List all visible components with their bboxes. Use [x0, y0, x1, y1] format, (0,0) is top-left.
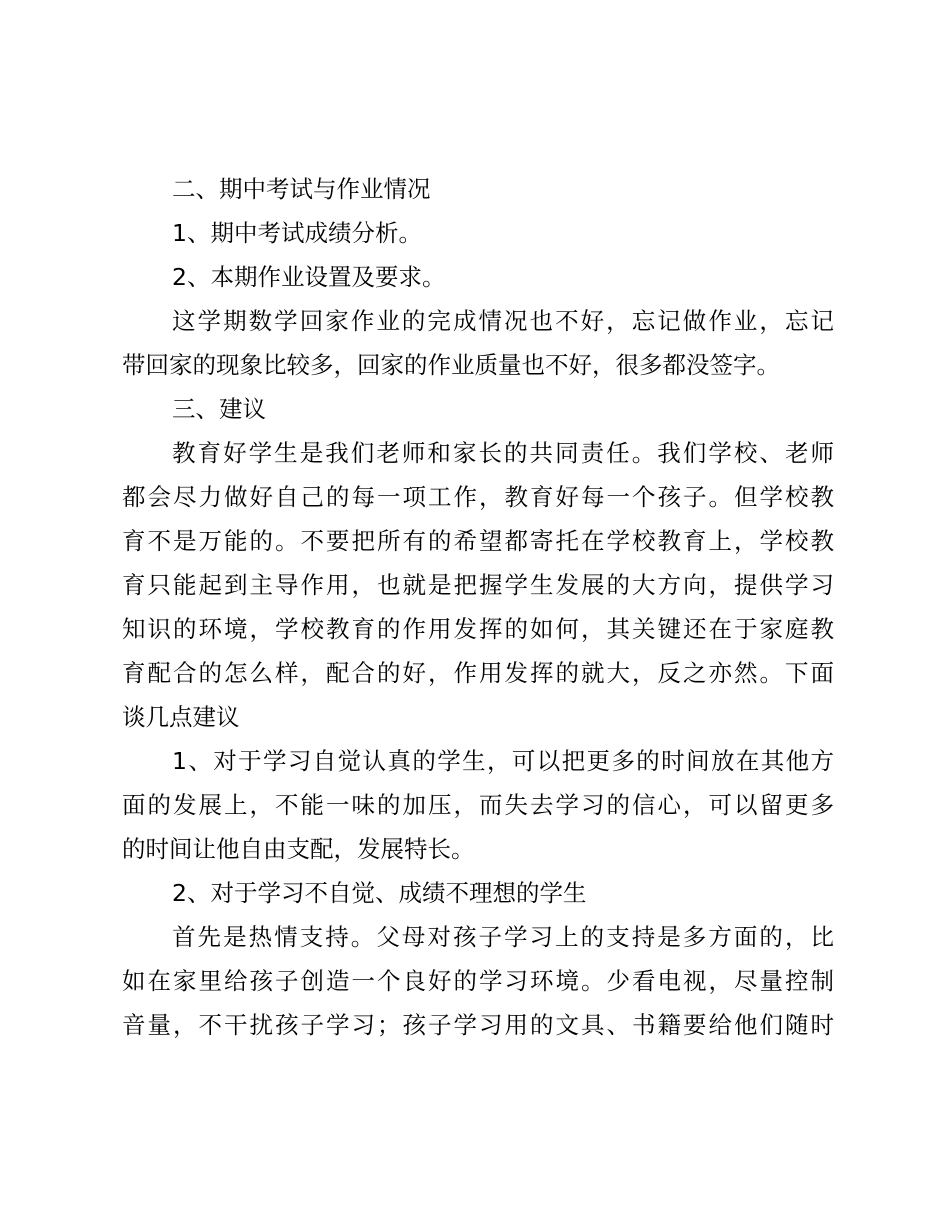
section-heading-midterm: 二、期中考试与作业情况 [172, 175, 431, 203]
section-heading-suggestions: 三、建议 [172, 395, 266, 423]
paragraph-line: 育只能起到主导作用，也就是把握学生发展的大方向，提供学习 [122, 571, 834, 599]
paragraph-line: 音量，不干扰孩子学习；孩子学习用的文具、书籍要给他们随时 [122, 1011, 834, 1039]
list-item-exam-analysis: 1、期中考试成绩分析。 [172, 219, 422, 247]
paragraph-line: 都会尽力做好自己的每一项工作，教育好每一个孩子。但学校教 [122, 483, 834, 511]
paragraph-line: 面的发展上，不能一味的加压，而失去学习的信心，可以留更多 [122, 791, 834, 819]
paragraph-line: 知识的环境，学校教育的作用发挥的如何，其关键还在于家庭教 [122, 615, 834, 643]
paragraph-line: 首先是热情支持。父母对孩子学习上的支持是多方面的，比 [172, 923, 834, 951]
list-item-homework-setup: 2、本期作业设置及要求。 [172, 263, 446, 291]
paragraph-line: 教育好学生是我们老师和家长的共同责任。我们学校、老师 [172, 439, 834, 467]
paragraph-line: 如在家里给孩子创造一个良好的学习环境。少看电视，尽量控制 [122, 967, 834, 995]
paragraph-line: 育配合的怎么样，配合的好，作用发挥的就大，反之亦然。下面 [122, 659, 834, 687]
paragraph-line: 这学期数学回家作业的完成情况也不好，忘记做作业，忘记 [172, 307, 834, 335]
paragraph-line: 谈几点建议 [122, 703, 240, 731]
list-item-self-motivated: 1、对于学习自觉认真的学生，可以把更多的时间放在其他方 [172, 747, 834, 775]
paragraph-line: 带回家的现象比较多，回家的作业质量也不好，很多都没签字。 [122, 351, 780, 379]
paragraph-line: 的时间让他自由支配，发展特长。 [122, 835, 475, 863]
paragraph-line: 育不是万能的。不要把所有的希望都寄托在学校教育上，学校教 [122, 527, 834, 555]
list-item-underperforming: 2、对于学习不自觉、成绩不理想的学生 [172, 879, 587, 907]
